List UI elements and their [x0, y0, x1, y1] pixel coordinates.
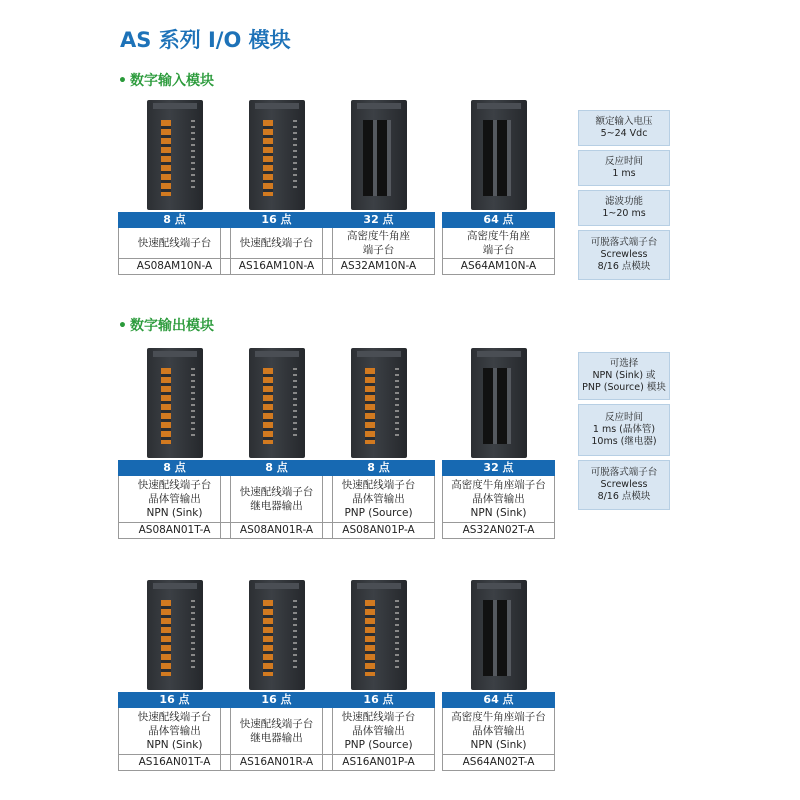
spec-line: PNP (Source) 模块	[582, 382, 666, 393]
spec-line: 1 ms	[612, 168, 636, 179]
spec-line: 滤波功能	[604, 196, 643, 207]
module-image	[471, 580, 527, 690]
description-line: 快速配线端子台	[239, 718, 314, 730]
model-code: AS32AM10N-A	[322, 258, 435, 275]
module-description	[322, 228, 435, 258]
description-line: 晶体管输出	[472, 725, 525, 737]
spec-panel	[578, 230, 670, 280]
spec-line: 反应时间	[604, 156, 643, 167]
points-label: 32 点	[442, 460, 555, 476]
module-card	[118, 348, 231, 539]
description-line: 快速配线端子台	[341, 479, 416, 491]
module-image	[471, 100, 527, 210]
module-card	[220, 580, 333, 771]
points-label: 32 点	[322, 212, 435, 228]
model-code: AS64AN02T-A	[442, 754, 555, 771]
module-description	[118, 228, 231, 258]
output-heading-text: 数字输出模块	[129, 318, 214, 334]
points-label: 16 点	[220, 212, 333, 228]
description-line: PNP (Source)	[344, 507, 413, 519]
description-line: 高密度牛角座端子台	[451, 711, 546, 723]
spec-line: 5~24 Vdc	[600, 128, 648, 139]
spec-line: 1~20 ms	[602, 208, 646, 219]
spec-panel	[578, 150, 670, 186]
description-line: NPN (Sink)	[146, 739, 203, 751]
description-line: 继电器输出	[250, 500, 303, 512]
spec-panel	[578, 460, 670, 510]
description-line: NPN (Sink)	[470, 739, 527, 751]
description-line: 高密度牛角座端子台	[451, 479, 546, 491]
description-line: 高密度牛角座	[467, 230, 530, 242]
bullet-icon: •	[118, 73, 127, 89]
module-description	[322, 708, 435, 754]
points-label: 16 点	[322, 692, 435, 708]
spec-line: 1 ms (晶体管)	[592, 424, 656, 435]
points-label: 64 点	[442, 692, 555, 708]
description-line: 快速配线端子台	[239, 486, 314, 498]
module-card	[442, 348, 555, 539]
module-description	[118, 708, 231, 754]
spec-panel	[578, 110, 670, 146]
description-line: 快速配线端子台	[137, 237, 212, 249]
module-description	[442, 708, 555, 754]
description-line: NPN (Sink)	[470, 507, 527, 519]
model-code: AS16AN01P-A	[322, 754, 435, 771]
module-image	[351, 580, 407, 690]
model-code: AS32AN02T-A	[442, 522, 555, 539]
model-code: AS08AM10N-A	[118, 258, 231, 275]
description-line: NPN (Sink)	[146, 507, 203, 519]
description-line: 晶体管输出	[472, 493, 525, 505]
description-line: 高密度牛角座	[347, 230, 410, 242]
module-card	[442, 580, 555, 771]
description-line: PNP (Source)	[344, 739, 413, 751]
points-label: 8 点	[220, 460, 333, 476]
module-description	[118, 476, 231, 522]
module-image	[249, 348, 305, 458]
points-label: 16 点	[118, 692, 231, 708]
module-image	[147, 100, 203, 210]
module-description	[442, 476, 555, 522]
spec-line: Screwless	[600, 249, 648, 260]
model-code: AS08AN01P-A	[322, 522, 435, 539]
points-label: 8 点	[322, 460, 435, 476]
module-card	[322, 348, 435, 539]
description-line: 晶体管输出	[352, 493, 405, 505]
description-line: 快速配线端子台	[137, 479, 212, 491]
spec-line: 反应时间	[604, 412, 643, 423]
input-section-heading	[118, 70, 214, 90]
description-line: 端子台	[362, 244, 395, 256]
points-label: 64 点	[442, 212, 555, 228]
module-card	[118, 580, 231, 771]
description-line: 端子台	[482, 244, 515, 256]
model-code: AS16AM10N-A	[220, 258, 333, 275]
module-card	[220, 100, 333, 275]
spec-line: 额定输入电压	[595, 116, 653, 127]
spec-panel	[578, 404, 670, 456]
module-description	[220, 708, 333, 754]
module-image	[351, 100, 407, 210]
module-description	[220, 476, 333, 522]
module-image	[351, 348, 407, 458]
module-card	[322, 580, 435, 771]
spec-line: 10ms (继电器)	[591, 436, 657, 447]
model-code: AS16AN01T-A	[118, 754, 231, 771]
output-section-heading	[118, 315, 214, 335]
spec-line: 可脱落式端子台	[590, 237, 658, 248]
model-code: AS08AN01T-A	[118, 522, 231, 539]
spec-line: NPN (Sink) 或	[592, 370, 656, 381]
module-card	[442, 100, 555, 275]
module-card	[220, 348, 333, 539]
description-line: 快速配线端子台	[137, 711, 212, 723]
module-image	[147, 348, 203, 458]
description-line: 晶体管输出	[352, 725, 405, 737]
module-image	[147, 580, 203, 690]
points-label: 8 点	[118, 460, 231, 476]
module-image	[249, 100, 305, 210]
module-card	[322, 100, 435, 275]
module-description	[322, 476, 435, 522]
spec-line: 8/16 点模块	[597, 491, 651, 502]
points-label: 16 点	[220, 692, 333, 708]
model-code: AS08AN01R-A	[220, 522, 333, 539]
model-code: AS64AM10N-A	[442, 258, 555, 275]
module-card	[118, 100, 231, 275]
spec-line: 可脱落式端子台	[590, 467, 658, 478]
bullet-icon: •	[118, 318, 127, 334]
spec-panel	[578, 190, 670, 226]
model-code: AS16AN01R-A	[220, 754, 333, 771]
module-description	[220, 228, 333, 258]
description-line: 晶体管输出	[148, 493, 201, 505]
description-line: 快速配线端子台	[341, 711, 416, 723]
module-description	[442, 228, 555, 258]
description-line: 继电器输出	[250, 732, 303, 744]
module-image	[249, 580, 305, 690]
description-line: 晶体管输出	[148, 725, 201, 737]
spec-line: 8/16 点模块	[597, 261, 651, 272]
spec-line: Screwless	[600, 479, 648, 490]
description-line: 快速配线端子台	[239, 237, 314, 249]
input-heading-text: 数字输入模块	[129, 73, 214, 89]
spec-line: 可选择	[609, 358, 639, 369]
points-label: 8 点	[118, 212, 231, 228]
page-title: AS 系列 I/O 模块	[120, 28, 291, 52]
spec-panel	[578, 352, 670, 400]
module-image	[471, 348, 527, 458]
